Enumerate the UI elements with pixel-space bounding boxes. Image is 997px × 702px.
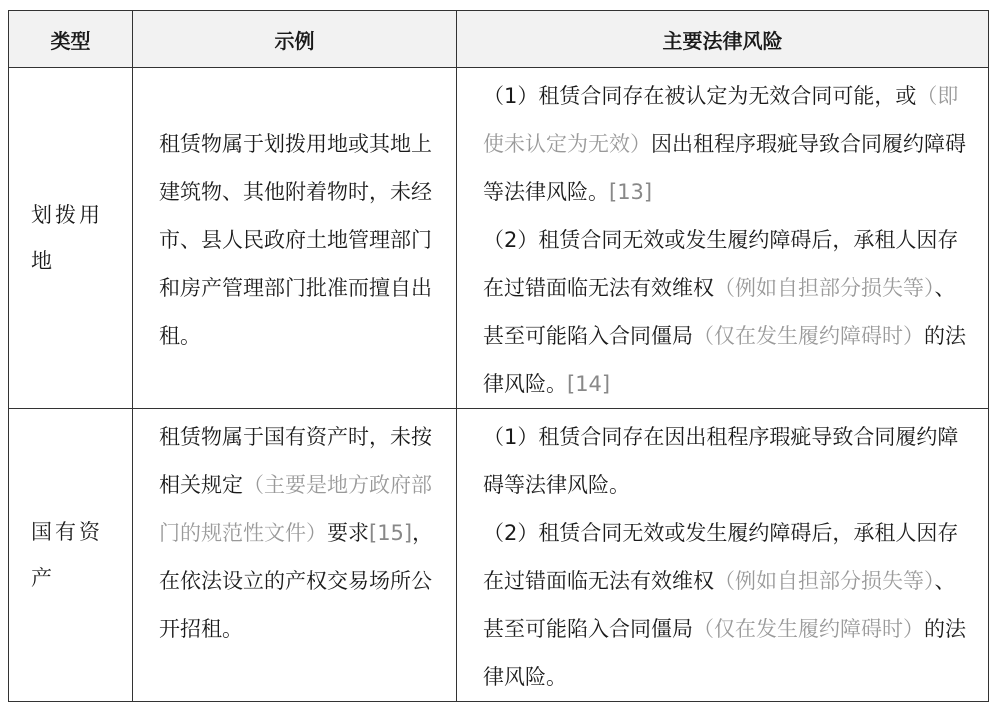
row-risk-cell [457, 409, 989, 702]
risk-paragraph-1 [483, 72, 966, 216]
table-row [9, 409, 989, 702]
header-risk: 主要法律风险 [457, 11, 989, 68]
example-text: 要求 [327, 521, 369, 545]
risk-text: 、甚至可能陷入合同僵局 [483, 276, 956, 348]
table-header-row [9, 11, 989, 68]
header-type: 类型 [9, 11, 133, 68]
risk-text: 的法律风险。 [483, 617, 966, 689]
risk-paragraph-2 [483, 216, 966, 408]
header-example: 示例 [133, 11, 457, 68]
risk-text: 的法律风险。 [483, 324, 966, 396]
footnote-ref: [14] [567, 372, 611, 396]
example-note: （主要是地方政府部门的规范性文件） [159, 473, 432, 545]
row-type-cell: 划拨用地 [9, 68, 133, 409]
risk-paragraph-1 [483, 413, 966, 509]
risk-text: （1）租赁合同存在被认定为无效合同可能，或 [483, 84, 917, 108]
example-text: 租赁物属于划拨用地或其地上建筑物、其他附着物时，未经市、县人民政府土地管理部门和房产管理部门批准而擅自出租。 [159, 132, 432, 348]
risk-note: （例如自担部分损失等） [714, 276, 935, 300]
risk-note: （例如自担部分损失等） [714, 569, 935, 593]
example-text: ，在依法设立的产权交易场所公开招租。 [159, 521, 434, 641]
row-type-cell: 国有资产 [9, 409, 133, 702]
risk-text: （2）租赁合同无效或发生履约障碍后，承租人因存在过错面临无法有效维权 [483, 521, 959, 593]
table-row [9, 68, 989, 409]
row-risk-cell [457, 68, 989, 409]
risk-text: 、甚至可能陷入合同僵局 [483, 569, 956, 641]
footnote-ref: [13] [609, 180, 653, 204]
risk-note: （仅在发生履约障碍时） [693, 324, 924, 348]
row-example-cell [133, 68, 457, 409]
risk-paragraph-2 [483, 509, 966, 701]
risk-text: （1）租赁合同存在因出租程序瑕疵导致合同履约障碍等法律风险。 [483, 425, 959, 497]
row-example-cell [133, 409, 457, 702]
risk-note: （即使未认定为无效） [483, 84, 959, 156]
risk-text: （2）租赁合同无效或发生履约障碍后，承租人因存在过错面临无法有效维权 [483, 228, 959, 300]
risk-table [8, 10, 989, 702]
risk-text: 因出租程序瑕疵导致合同履约障碍等法律风险。 [483, 132, 966, 204]
example-text: 租赁物属于国有资产时，未按相关规定 [159, 425, 432, 497]
footnote-ref: [15] [369, 521, 413, 545]
risk-note: （仅在发生履约障碍时） [693, 617, 924, 641]
